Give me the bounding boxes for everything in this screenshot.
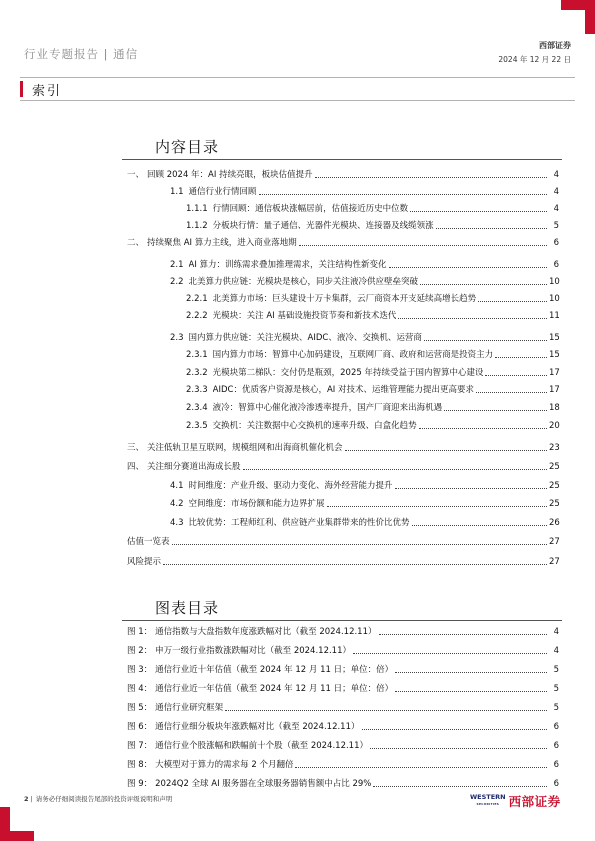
contents-entry-number: 2.3.3 xyxy=(186,385,208,395)
contents-entry[interactable] xyxy=(186,199,559,215)
contents-entry-page: 20 xyxy=(549,421,560,431)
contents-entry-title: AIDC：优质客户资源是核心，AI 对技术、运维管理能力提出更高要求 xyxy=(212,385,474,395)
contents-entry-number: 4.2 xyxy=(170,499,184,509)
contents-entry-number: 二、 xyxy=(127,238,145,248)
contents-entry-title: 北美算力供应链：光模块是核心，同步关注液冷供应壁垒突破 xyxy=(188,277,419,287)
contents-entry-leader xyxy=(315,177,547,178)
contents-entry-number: 2.2.1 xyxy=(186,294,208,304)
logo-english-sub: SECURITIES xyxy=(476,802,500,806)
contents-entry-title: AI 算力：训练需求叠加推理需求，关注结构性新变化 xyxy=(188,260,387,270)
contents-entry-title: 国内算力供应链：关注光模块、AIDC、液冷、交换机、运营商 xyxy=(188,333,422,343)
contents-entry[interactable] xyxy=(186,289,559,305)
contents-entry-page: 25 xyxy=(549,481,560,491)
contents-entry-title: 时间维度：产业升级、驱动力变化、海外经营能力提升 xyxy=(188,481,393,491)
figure-entry-number: 图 9： xyxy=(127,779,153,789)
contents-entry[interactable] xyxy=(127,532,559,548)
figure-entry-leader xyxy=(362,729,548,730)
contents-entry-title: 比较优势：工程师红利、供应链产业集群带来的性价比优势 xyxy=(188,518,410,528)
figure-entry-leader xyxy=(373,786,547,787)
contents-entry-title: 持续聚焦 AI 算力主线，进入商业落地期 xyxy=(147,238,297,248)
figure-entry-title: 大模型对于算力的需求每 2 个月翻倍 xyxy=(155,760,294,770)
contents-entry-page: 6 xyxy=(553,260,559,270)
contents-entry-number: 4.1 xyxy=(170,481,184,491)
contents-entry-page: 17 xyxy=(549,368,560,378)
contents-entry-number: 1.1.2 xyxy=(186,221,208,231)
footer xyxy=(24,794,172,803)
contents-title: 内容目录 xyxy=(155,138,220,156)
contents-entry-page: 6 xyxy=(553,238,559,248)
section-bar xyxy=(20,77,575,101)
contents-entry-title: 回顾 2024 年：AI 持续亮眼，板块估值提升 xyxy=(147,170,313,180)
contents-entry[interactable] xyxy=(186,363,559,379)
contents-entry-number: 1.1 xyxy=(170,187,184,197)
figure-entry-title: 通信行业近一年估值（截至 2024 年 12 月 11 日；单位：倍） xyxy=(155,684,394,694)
contents-entry-leader xyxy=(478,301,547,302)
contents-entry-leader xyxy=(163,564,547,565)
figure-entry-page: 6 xyxy=(553,741,559,751)
figure-entry-page: 6 xyxy=(553,722,559,732)
figure-entry-leader xyxy=(295,767,547,768)
contents-entry-number: 2.3.2 xyxy=(186,368,208,378)
figure-entry-leader xyxy=(395,672,547,673)
contents-entry-title: 液冷：智算中心催化液冷渗透率提升，国产厂商迎来出海机遇 xyxy=(212,403,443,413)
contents-entry-number: 2.3.4 xyxy=(186,403,208,413)
contents-entry-title: 光模块第二梯队：交付仍是瓶颈，2025 年持续受益于国内智算中心建设 xyxy=(212,368,484,378)
figure-entry-leader xyxy=(379,634,548,635)
figures-rule xyxy=(122,620,562,621)
contents-entry-number: 2.3.5 xyxy=(186,421,208,431)
contents-entry-title: 北美算力市场：巨头建设十万卡集群，云厂商资本开支延续高增长趋势 xyxy=(212,294,477,304)
contents-entry[interactable] xyxy=(127,233,559,249)
firm-logo xyxy=(470,792,561,810)
contents-entry-page: 27 xyxy=(549,557,560,567)
footer-separator: | xyxy=(30,795,33,803)
contents-entry-number: 2.2.2 xyxy=(186,311,208,321)
figure-entry-number: 图 2： xyxy=(127,646,153,656)
contents-entry-page: 10 xyxy=(549,277,560,287)
contents-entry-number: 1.1.1 xyxy=(186,204,208,214)
contents-entry-page: 4 xyxy=(553,204,559,214)
figure-entry[interactable] xyxy=(127,660,559,676)
figure-entry-title: 2024Q2 全球 AI 服务器在全球服务器销售额中占比 29% xyxy=(155,779,372,789)
logo-english xyxy=(470,794,506,808)
contents-entry-page: 15 xyxy=(549,333,560,343)
figure-entry-page: 4 xyxy=(553,627,559,637)
contents-entry-title: 通信行业行情回顾 xyxy=(188,187,257,197)
contents-entry[interactable] xyxy=(170,255,559,271)
contents-entry-title: 行情回顾：通信板块涨幅居前，估值接近历史中位数 xyxy=(212,204,409,214)
contents-entry-leader xyxy=(436,228,547,229)
report-category: 行业专题报告 | 通信 xyxy=(24,47,139,61)
figure-entry-number: 图 3： xyxy=(127,665,153,675)
contents-entry-leader xyxy=(389,267,547,268)
figure-entry-page: 6 xyxy=(553,779,559,789)
contents-entry-leader xyxy=(327,506,547,507)
contents-entry[interactable] xyxy=(186,416,559,432)
contents-entry-leader xyxy=(243,469,547,470)
contents-entry-leader xyxy=(424,340,547,341)
contents-entry[interactable] xyxy=(127,438,559,454)
contents-entry-leader xyxy=(419,428,547,429)
figure-entry-title: 通信行业研究框架 xyxy=(155,703,224,713)
contents-entry[interactable] xyxy=(186,345,559,361)
contents-entry-title: 光模块：关注 AI 基础设施投资节奏和新技术迭代 xyxy=(212,311,397,321)
contents-entry-title: 风险提示 xyxy=(127,557,162,567)
contents-entry-leader xyxy=(395,488,547,489)
contents-entry-title: 分板块行情：量子通信、光器件光模块、连接器及线缆领涨 xyxy=(212,221,434,231)
contents-entry-leader xyxy=(420,284,547,285)
contents-entry-page: 4 xyxy=(553,187,559,197)
contents-entry-page: 23 xyxy=(549,443,560,453)
figure-entry-leader xyxy=(353,653,547,654)
contents-entry[interactable] xyxy=(170,476,559,492)
section-title: 索引 xyxy=(32,84,63,99)
contents-entry[interactable] xyxy=(186,306,559,322)
contents-entry-title: 关注低轨卫星互联网，规模组网和出海商机催化机会 xyxy=(147,443,343,453)
page-number: 2 xyxy=(24,795,29,803)
contents-entry-leader xyxy=(259,194,547,195)
contents-entry-number: 2.1 xyxy=(170,260,184,270)
header-firm: 西部证券 xyxy=(539,41,571,50)
contents-entry-leader xyxy=(485,375,547,376)
contents-entry-page: 27 xyxy=(549,537,560,547)
figure-entry-page: 6 xyxy=(553,760,559,770)
figure-entry-page: 5 xyxy=(553,684,559,694)
contents-entry-leader xyxy=(444,410,547,411)
figure-entry-number: 图 7： xyxy=(127,741,153,751)
contents-entry-page: 11 xyxy=(549,311,560,321)
figure-entry-page: 5 xyxy=(553,665,559,675)
contents-entry-leader xyxy=(398,318,547,319)
figures-title: 图表目录 xyxy=(155,599,220,617)
contents-entry[interactable] xyxy=(170,272,559,288)
contents-entry-title: 交换机：关注数据中心交换机的速率升级、白盒化趋势 xyxy=(212,421,417,431)
contents-entry-number: 四、 xyxy=(127,462,145,472)
contents-entry-title: 空间维度：市场份额和能力边界扩展 xyxy=(188,499,325,509)
contents-entry-page: 4 xyxy=(553,170,559,180)
contents-entry[interactable] xyxy=(127,552,559,568)
figure-entry[interactable] xyxy=(127,774,559,790)
contents-entry-page: 26 xyxy=(549,518,560,528)
figure-entry-leader xyxy=(225,710,547,711)
figure-entry-title: 通信行业细分板块年涨跌幅对比（截至 2024.12.11） xyxy=(155,722,360,732)
section-bar-accent xyxy=(20,81,23,97)
contents-entry-number: 2.2 xyxy=(170,277,184,287)
figure-entry[interactable] xyxy=(127,622,559,638)
contents-entry[interactable] xyxy=(186,398,559,414)
contents-entry-leader xyxy=(299,245,547,246)
figure-entry-title: 通信行业个股涨幅和跌幅前十个股（截至 2024.12.11） xyxy=(155,741,368,751)
contents-entry-page: 25 xyxy=(549,462,560,472)
contents-entry[interactable] xyxy=(186,216,559,232)
figure-entry-page: 5 xyxy=(553,703,559,713)
contents-entry-page: 18 xyxy=(549,403,560,413)
figure-entry-number: 图 5： xyxy=(127,703,153,713)
contents-entry-title: 国内算力市场：智算中心加码建设，互联网厂商、政府和运营商是投资主力 xyxy=(212,350,494,360)
contents-entry[interactable] xyxy=(170,328,559,344)
figure-entry[interactable] xyxy=(127,755,559,771)
footer-disclaimer: 请务必仔细阅读报告尾部的投资评级说明和声明 xyxy=(35,795,173,803)
contents-entry-leader xyxy=(345,450,547,451)
contents-entry-leader xyxy=(476,392,547,393)
contents-entry[interactable] xyxy=(170,494,559,510)
contents-entry-leader xyxy=(495,357,547,358)
figure-entry-number: 图 8： xyxy=(127,760,153,770)
contents-entry-page: 5 xyxy=(553,221,559,231)
contents-entry[interactable] xyxy=(127,457,559,473)
figure-entry[interactable] xyxy=(127,736,559,752)
contents-entry[interactable] xyxy=(170,513,559,529)
contents-entry-page: 10 xyxy=(549,294,560,304)
contents-entry-page: 17 xyxy=(549,385,560,395)
contents-entry-number: 2.3.1 xyxy=(186,350,208,360)
contents-entry-number: 三、 xyxy=(127,443,145,453)
figure-entry-title: 通信行业近十年估值（截至 2024 年 12 月 11 日；单位：倍） xyxy=(155,665,394,675)
figure-entry-number: 图 4： xyxy=(127,684,153,694)
figure-entry[interactable] xyxy=(127,698,559,714)
figure-entry[interactable] xyxy=(127,641,559,657)
logo-english-name: WESTERN xyxy=(470,793,506,801)
contents-rule xyxy=(122,159,562,160)
header-right xyxy=(498,40,571,65)
corner-decoration-top-horizontal xyxy=(561,0,595,10)
contents-entry-number: 一、 xyxy=(127,170,145,180)
figure-entry[interactable] xyxy=(127,717,559,733)
contents-entry-number: 2.3 xyxy=(170,333,184,343)
contents-entry-title: 关注细分赛道出海成长股 xyxy=(147,462,241,472)
contents-entry[interactable] xyxy=(186,380,559,396)
contents-entry-page: 15 xyxy=(549,350,560,360)
contents-entry-title: 估值一览表 xyxy=(127,537,170,547)
contents-entry-leader xyxy=(172,544,547,545)
contents-entry-leader xyxy=(412,525,547,526)
contents-entry-number: 4.3 xyxy=(170,518,184,528)
figure-entry-number: 图 1： xyxy=(127,627,153,637)
figure-entry-title: 申万一级行业指数涨跌幅对比（截至 2024.12.11） xyxy=(155,646,351,656)
logo-chinese: 西部证券 xyxy=(508,794,561,809)
figure-entry-number: 图 6： xyxy=(127,722,153,732)
corner-decoration-bottom-horizontal xyxy=(0,831,34,841)
contents-entry[interactable] xyxy=(127,165,559,181)
contents-entry-page: 25 xyxy=(549,499,560,509)
figure-entry-title: 通信指数与大盘指数年度涨跌幅对比（截至 2024.12.11） xyxy=(155,627,377,637)
report-date: 2024 年 12 月 22 日 xyxy=(498,55,571,64)
contents-entry-leader xyxy=(410,211,547,212)
contents-entry[interactable] xyxy=(170,182,559,198)
figure-entry-leader xyxy=(395,691,547,692)
figure-entry-leader xyxy=(370,748,547,749)
figure-entry[interactable] xyxy=(127,679,559,695)
figure-entry-page: 4 xyxy=(553,646,559,656)
